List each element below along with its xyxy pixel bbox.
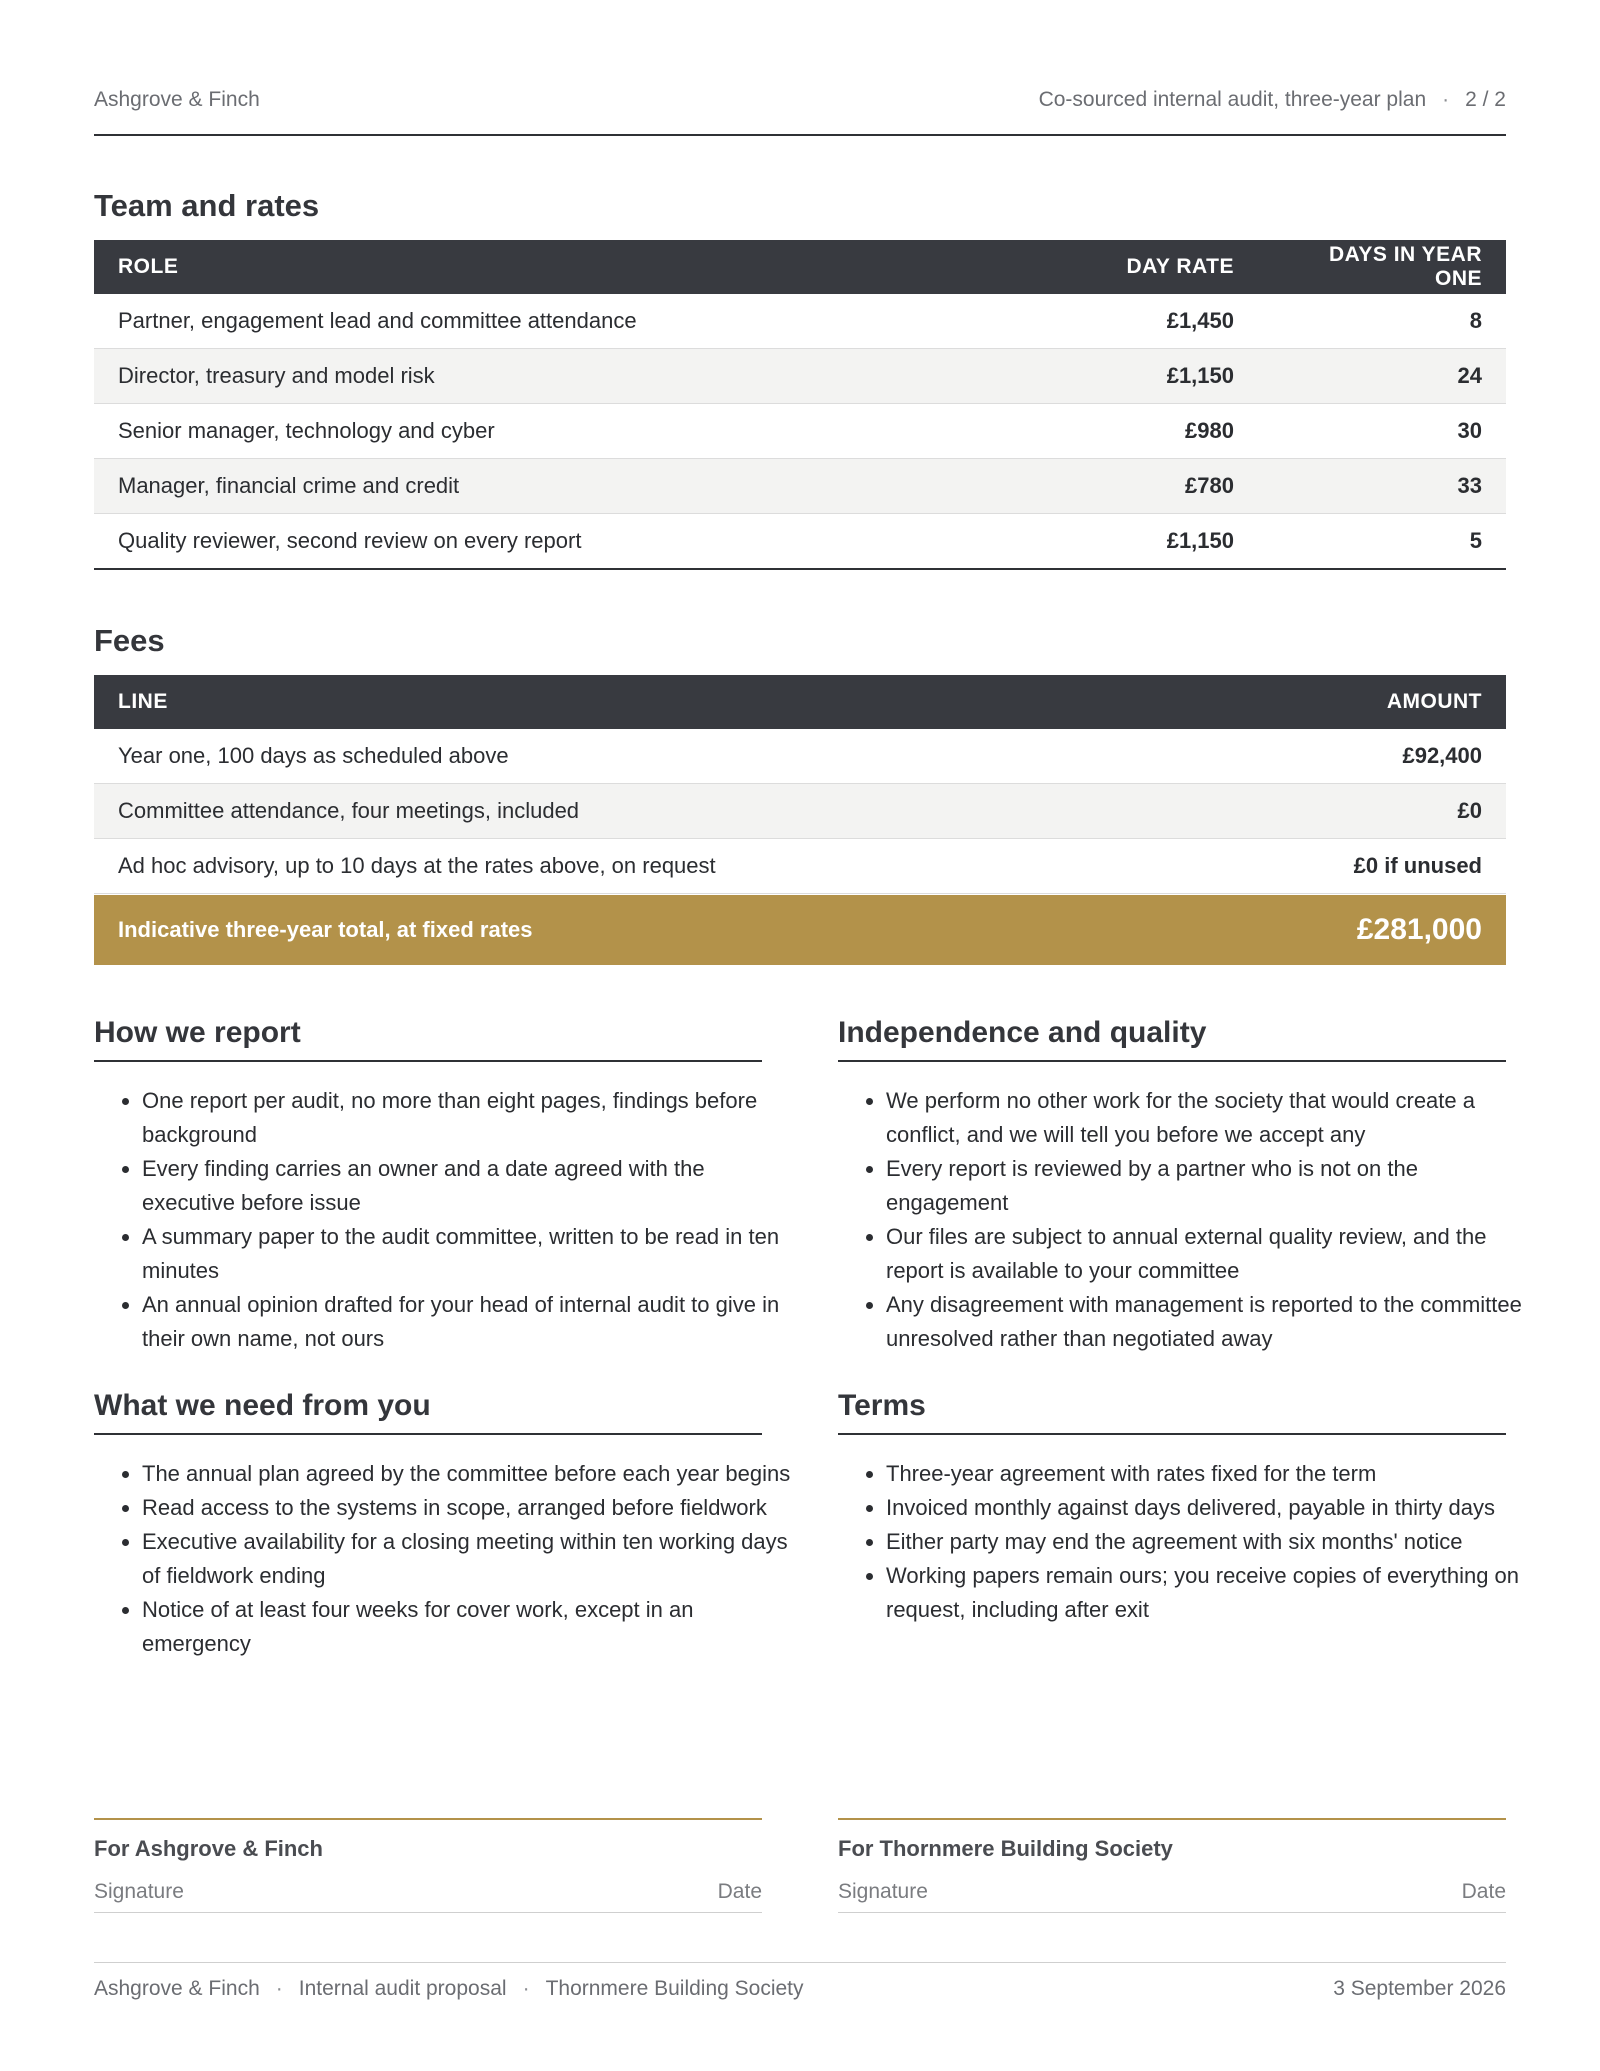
what-we-need-section <box>94 1389 791 1661</box>
header-right <box>1039 88 1506 134</box>
days-cell: 33 <box>1258 459 1506 514</box>
signature-rule <box>838 1818 1506 1820</box>
list-item: • Any disagreement with management is reported to the committee unresolved rather than negotiated away <box>886 1288 1538 1356</box>
fees-table <box>94 675 1506 894</box>
list-item: • Every finding carries an owner and a date agreed with the executive before issue <box>142 1152 794 1220</box>
footer-left <box>94 1977 804 2001</box>
header-doc-title: Co-sourced internal audit, three-year plan <box>1038 88 1427 111</box>
team-rates-table <box>94 240 1506 570</box>
how-we-report-heading: How we report <box>94 1016 762 1062</box>
footer-separator: · <box>522 1977 530 2000</box>
table-row <box>94 729 1506 784</box>
table-header-row <box>94 675 1506 729</box>
signature-block-client <box>838 1818 1506 1913</box>
team-heading: Team and rates <box>94 188 320 223</box>
footer-separator: · <box>275 1977 283 2000</box>
footer-doc: Internal audit proposal <box>298 1977 507 2000</box>
list-item: • A summary paper to the audit committee, written to be read in ten minutes <box>142 1220 794 1288</box>
header-separator: · <box>1442 88 1450 111</box>
page-footer <box>94 1962 1506 2001</box>
signature-line <box>838 1880 1506 1913</box>
what-we-need-heading: What we need from you <box>94 1389 762 1435</box>
list-item: • We perform no other work for the society that would create a conflict, and we will tell you before we accept any <box>886 1084 1538 1152</box>
list-item: • The annual plan agreed by the committee before each year begins <box>142 1457 794 1491</box>
role-cell: Partner, engagement lead and committee attendance <box>94 294 1020 349</box>
table-row <box>94 839 1506 894</box>
fee-line-cell: Year one, 100 days as scheduled above <box>94 729 1198 784</box>
fee-amount-cell: £0 <box>1198 784 1506 839</box>
footer-date: 3 September 2026 <box>1333 1977 1506 2000</box>
signature-label: Signature <box>838 1880 928 1903</box>
column-header-day-rate: DAY RATE <box>1020 240 1258 294</box>
day-rate-cell: £1,150 <box>1020 514 1258 570</box>
day-rate-cell: £1,450 <box>1020 294 1258 349</box>
running-header <box>94 88 1506 136</box>
signature-rule <box>94 1818 762 1820</box>
list-item: • Our files are subject to annual external quality review, and the report is available to your committee <box>886 1220 1538 1288</box>
table-header-row <box>94 240 1506 294</box>
terms-heading: Terms <box>838 1389 1506 1435</box>
fees-heading: Fees <box>94 623 165 658</box>
list-item: • Read access to the systems in scope, arranged before fieldwork <box>142 1491 794 1525</box>
table-row <box>94 294 1506 349</box>
table-row <box>94 404 1506 459</box>
fee-amount-cell: £0 if unused <box>1198 839 1506 894</box>
day-rate-cell: £980 <box>1020 404 1258 459</box>
days-cell: 24 <box>1258 349 1506 404</box>
day-rate-cell: £780 <box>1020 459 1258 514</box>
how-we-report-list <box>94 1084 794 1356</box>
list-item: • Working papers remain ours; you receive copies of everything on request, including after exit <box>886 1559 1538 1627</box>
fee-line-cell: Committee attendance, four meetings, included <box>94 784 1198 839</box>
how-we-report-section <box>94 1016 780 1356</box>
role-cell: Director, treasury and model risk <box>94 349 1020 404</box>
table-row <box>94 349 1506 404</box>
list-item: • An annual opinion drafted for your head of internal audit to give in their own name, not ours <box>142 1288 794 1356</box>
list-item: • Notice of at least four weeks for cover work, except in an emergency <box>142 1593 794 1661</box>
day-rate-cell: £1,150 <box>1020 349 1258 404</box>
list-item: • Three-year agreement with rates fixed for the term <box>886 1457 1538 1491</box>
role-cell: Manager, financial crime and credit <box>94 459 1020 514</box>
days-cell: 5 <box>1258 514 1506 570</box>
signature-party: For Thornmere Building Society <box>838 1836 1173 1861</box>
column-header-line: LINE <box>94 675 1198 729</box>
table-row <box>94 459 1506 514</box>
days-cell: 8 <box>1258 294 1506 349</box>
role-cell: Senior manager, technology and cyber <box>94 404 1020 459</box>
terms-section <box>838 1389 1520 1627</box>
fee-line-cell: Ad hoc advisory, up to 10 days at the rates above, on request <box>94 839 1198 894</box>
role-cell: Quality reviewer, second review on every report <box>94 514 1020 570</box>
total-label: Indicative three-year total, at fixed rates <box>118 917 533 942</box>
date-label: Date <box>717 1880 762 1903</box>
list-item: • One report per audit, no more than eight pages, findings before background <box>142 1084 794 1152</box>
header-firm: Ashgrove & Finch <box>94 88 260 111</box>
signature-line <box>94 1880 762 1913</box>
fee-amount-cell: £92,400 <box>1198 729 1506 784</box>
footer-firm: Ashgrove & Finch <box>94 1977 260 2000</box>
list-item: • Executive availability for a closing meeting within ten working days of fieldwork ending <box>142 1525 794 1593</box>
terms-list <box>838 1457 1538 1627</box>
signature-party: For Ashgrove & Finch <box>94 1836 323 1861</box>
footer-client: Thornmere Building Society <box>545 1977 804 2000</box>
date-label: Date <box>1461 1880 1506 1903</box>
signature-block-firm <box>94 1818 762 1913</box>
signature-label: Signature <box>94 1880 184 1903</box>
independence-list <box>838 1084 1538 1356</box>
list-item: • Invoiced monthly against days delivered, payable in thirty days <box>886 1491 1538 1525</box>
table-row <box>94 514 1506 570</box>
table-row <box>94 784 1506 839</box>
total-value: £281,000 <box>1356 913 1482 946</box>
list-item: • Every report is reviewed by a partner who is not on the engagement <box>886 1152 1538 1220</box>
column-header-role: ROLE <box>94 240 1020 294</box>
page-number: 2 / 2 <box>1465 88 1506 111</box>
what-we-need-list <box>94 1457 794 1661</box>
list-item: • Either party may end the agreement with six months' notice <box>886 1525 1538 1559</box>
fees-total-row <box>94 895 1506 965</box>
column-header-days: DAYS IN YEAR ONE <box>1258 240 1506 294</box>
independence-heading: Independence and quality <box>838 1016 1506 1062</box>
independence-section <box>838 1016 1522 1356</box>
column-header-amount: AMOUNT <box>1198 675 1506 729</box>
days-cell: 30 <box>1258 404 1506 459</box>
